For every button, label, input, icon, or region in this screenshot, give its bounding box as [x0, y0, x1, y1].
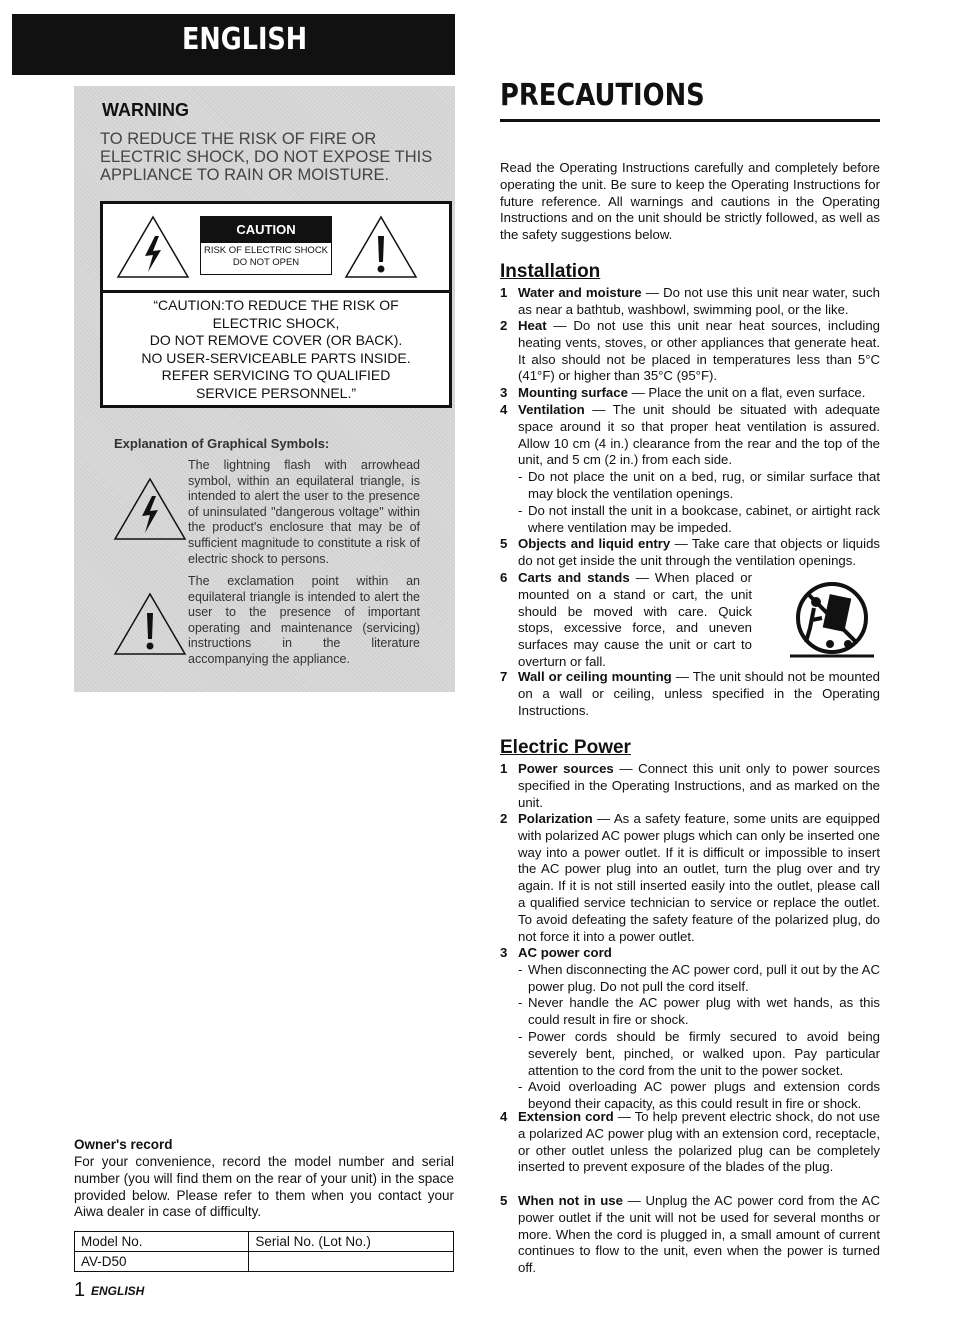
warning-panel — [74, 86, 455, 692]
installation-title: Installation — [500, 261, 601, 282]
item-text: — Do not use this unit near water, such as near a bathtub, washbowl, swimming pool, or the like. — [518, 285, 880, 317]
precautions-intro: Read the Operating Instructions carefully and completely before operating the unit. Be sure to keep the Operating Instructions for future reference. All warnings and cautions in the Operating Instructions and on the unit should be strictly followed, as well as the safety suggestions below. — [500, 160, 880, 243]
item-number: 6 — [500, 570, 508, 585]
item-text: — The unit should be situated with adequate space around it so that proper heat ventilation is assured. Allow 10 cm (4 in.) clearance from the rear and the top of the unit, and 5 cm (2 in.) from each side. — [518, 402, 880, 468]
item-lead: Polarization — [518, 811, 593, 826]
bullet-list — [518, 962, 880, 1113]
item-number: 5 — [500, 1193, 508, 1208]
item-number: 5 — [500, 536, 508, 551]
item-lead: When not in use — [518, 1193, 623, 1208]
bullet-item: - Power cords should be firmly secured to avoid being severely bent, pinched, or walked upon. Pay particular attention to the cord from the unit to the power socket. — [518, 1029, 880, 1079]
caution-box — [100, 201, 452, 408]
list-item — [500, 1193, 880, 1277]
footer-language: ENGLISH — [91, 1284, 145, 1298]
exclamation-explanation: The exclamation point within an equilateral triangle is intended to alert the user to the presence of important operating and maintenance (servicing) instructions in the literature accompanying the appliance. — [188, 574, 420, 666]
list-item — [500, 385, 880, 402]
item-number: 3 — [500, 945, 508, 960]
cart-tipover-warning-icon — [786, 580, 878, 662]
lightning-triangle-icon — [115, 214, 191, 280]
list-item — [500, 402, 880, 536]
list-item — [500, 536, 880, 570]
list-item — [500, 570, 752, 671]
exclamation-triangle-icon — [343, 214, 419, 280]
bullet-list — [518, 469, 880, 536]
caution-symbols-row — [103, 204, 449, 293]
page-number: 1 — [74, 1279, 86, 1301]
table-row — [75, 1252, 454, 1272]
bullet-item: - Never handle the AC power plug with wet hands, as this could result in fire or shock. — [518, 995, 880, 1029]
owners-record-text: For your convenience, record the model number and serial number (you will find them on the rear of your unit) in the space provided below. Please refer to them when you contact your Aiwa dealer in case of difficulty. — [74, 1154, 454, 1220]
serial-header: Serial No. (Lot No.) — [249, 1232, 454, 1252]
item-text: — As a safety feature, some units are equipped with polarized AC power plugs which can only be inserted one way into a power outlet. If it is difficult or impossible to insert the AC power plug into an outlet, turn the plug over and try again. If it is not still inserted easily into the outlet, please call a qualified service technician to service or replace the outlet. To avoid defeating the safety feature of the polarized plug, do not force it into a power outlet. — [518, 811, 880, 944]
list-item — [500, 945, 880, 1113]
item-number: 2 — [500, 811, 508, 826]
language-banner — [12, 14, 455, 75]
list-item — [500, 318, 880, 385]
bullet-item: - When disconnecting the AC power cord, pull it out by the AC power plug. Do not pull the cord itself. — [518, 962, 880, 996]
item-number: 3 — [500, 385, 508, 400]
precautions-title: PRECAUTIONS — [500, 78, 705, 113]
lightning-triangle-icon — [112, 476, 188, 542]
list-item — [500, 811, 880, 945]
item-text: — Take care that objects or liquids do not get inside the unit through the ventilation openings. — [518, 536, 880, 568]
list-item — [500, 669, 880, 719]
list-item — [500, 1109, 880, 1176]
title-rule — [500, 119, 880, 122]
item-number: 4 — [500, 402, 508, 417]
bullet-item: - Do not install the unit in a bookcase, cabinet, or airtight rack where ventilation may be impeded. — [518, 503, 880, 537]
lightning-explanation: The lightning flash with arrowhead symbol, within an equilateral triangle, is intended to alert the user to the presence of uninsulated "dangerous voltage" within the product's enclosure that may be of sufficient magnitude to constitute a risk of electric shock to persons. — [188, 458, 420, 566]
item-lead: Objects and liquid entry — [518, 536, 671, 551]
owners-record-title: Owner's record — [74, 1137, 173, 1152]
item-text: — When placed or mounted on a stand or cart, the unit should be moved with care. Quick stops, excessive force, and uneven surfaces may cause the unit or cart to overturn or fall. — [518, 570, 752, 669]
warning-title: WARNING — [102, 100, 189, 120]
caution-label: CAUTION — [201, 217, 331, 243]
item-number: 4 — [500, 1109, 508, 1124]
serial-value — [249, 1252, 454, 1272]
item-lead: AC power cord — [518, 945, 612, 960]
explanation-title: Explanation of Graphical Symbols: — [114, 436, 330, 451]
model-value: AV-D50 — [75, 1252, 249, 1272]
item-lead: Extension cord — [518, 1109, 614, 1124]
list-item — [500, 285, 880, 319]
item-lead: Ventilation — [518, 402, 585, 417]
list-item — [500, 761, 880, 811]
item-number: 1 — [500, 285, 508, 300]
owners-record-table — [74, 1231, 454, 1272]
item-text: — Place the unit on a flat, even surface. — [627, 385, 866, 400]
language-banner-label: ENGLISH — [182, 22, 308, 57]
exclamation-triangle-icon — [112, 591, 188, 657]
item-number: 1 — [500, 761, 508, 776]
item-text: — Unplug the AC power cord from the AC power outlet if the unit will not be used for several months or more. When the cord is plugged in, a small amount of current continues to flow to the unit, even when the power is turned off. — [518, 1193, 880, 1276]
item-number: 7 — [500, 669, 508, 684]
caution-sub-line-2: DO NOT OPEN — [232, 257, 300, 268]
table-row — [75, 1232, 454, 1252]
caution-sub-line-1: RISK OF ELECTRIC SHOCK — [203, 245, 329, 256]
item-lead: Wall or ceiling mounting — [518, 669, 672, 684]
item-lead: Carts and stands — [518, 570, 630, 585]
electric-power-title: Electric Power — [500, 737, 631, 758]
item-text: — Do not use this unit near heat sources, including heating vents, stoves, or other appliances that generate heat. It also should not be placed in temperatures less than 5°C (41°F) or higher than 35°C (95°F). — [518, 318, 880, 384]
caution-statement: “CAUTION:TO REDUCE THE RISK OF ELECTRIC SHOCK, DO NOT REMOVE COVER (OR BACK). NO USER-SERVICEABLE PARTS INSIDE. REFER SERVICING TO QUALIFIED SERVICE PERSONNEL.” — [141, 297, 411, 401]
item-lead: Power sources — [518, 761, 614, 776]
bullet-item: - Avoid overloading AC power plugs and extension cords beyond their capacity, as this could result in fire or shock. — [518, 1079, 880, 1113]
bullet-item: - Do not place the unit on a bed, rug, or similar surface that may block the ventilation openings. — [518, 469, 880, 503]
item-lead: Mounting surface — [518, 385, 628, 400]
item-lead: Water and moisture — [518, 285, 642, 300]
model-header: Model No. — [75, 1232, 249, 1252]
caution-label-box — [200, 216, 332, 275]
item-number: 2 — [500, 318, 508, 333]
item-lead: Heat — [518, 318, 547, 333]
item-text: — Connect this unit only to power sources specified in the Operating Instructions, and as marked on the unit. — [518, 761, 880, 810]
item-text: — The unit should not be mounted on a wall or ceiling, unless specified in the Operating Instructions. — [518, 669, 880, 718]
warning-text: TO REDUCE THE RISK OF FIRE OR ELECTRIC SHOCK, DO NOT EXPOSE THIS APPLIANCE TO RAIN OR MOISTURE. — [100, 130, 433, 184]
item-text: — To help prevent electric shock, do not use a polarized AC power plug with an extension cord, receptacle, or other outlet unless the polarized plug can be completely inserted to prevent exposure of the blades of the plug. — [518, 1109, 881, 1175]
